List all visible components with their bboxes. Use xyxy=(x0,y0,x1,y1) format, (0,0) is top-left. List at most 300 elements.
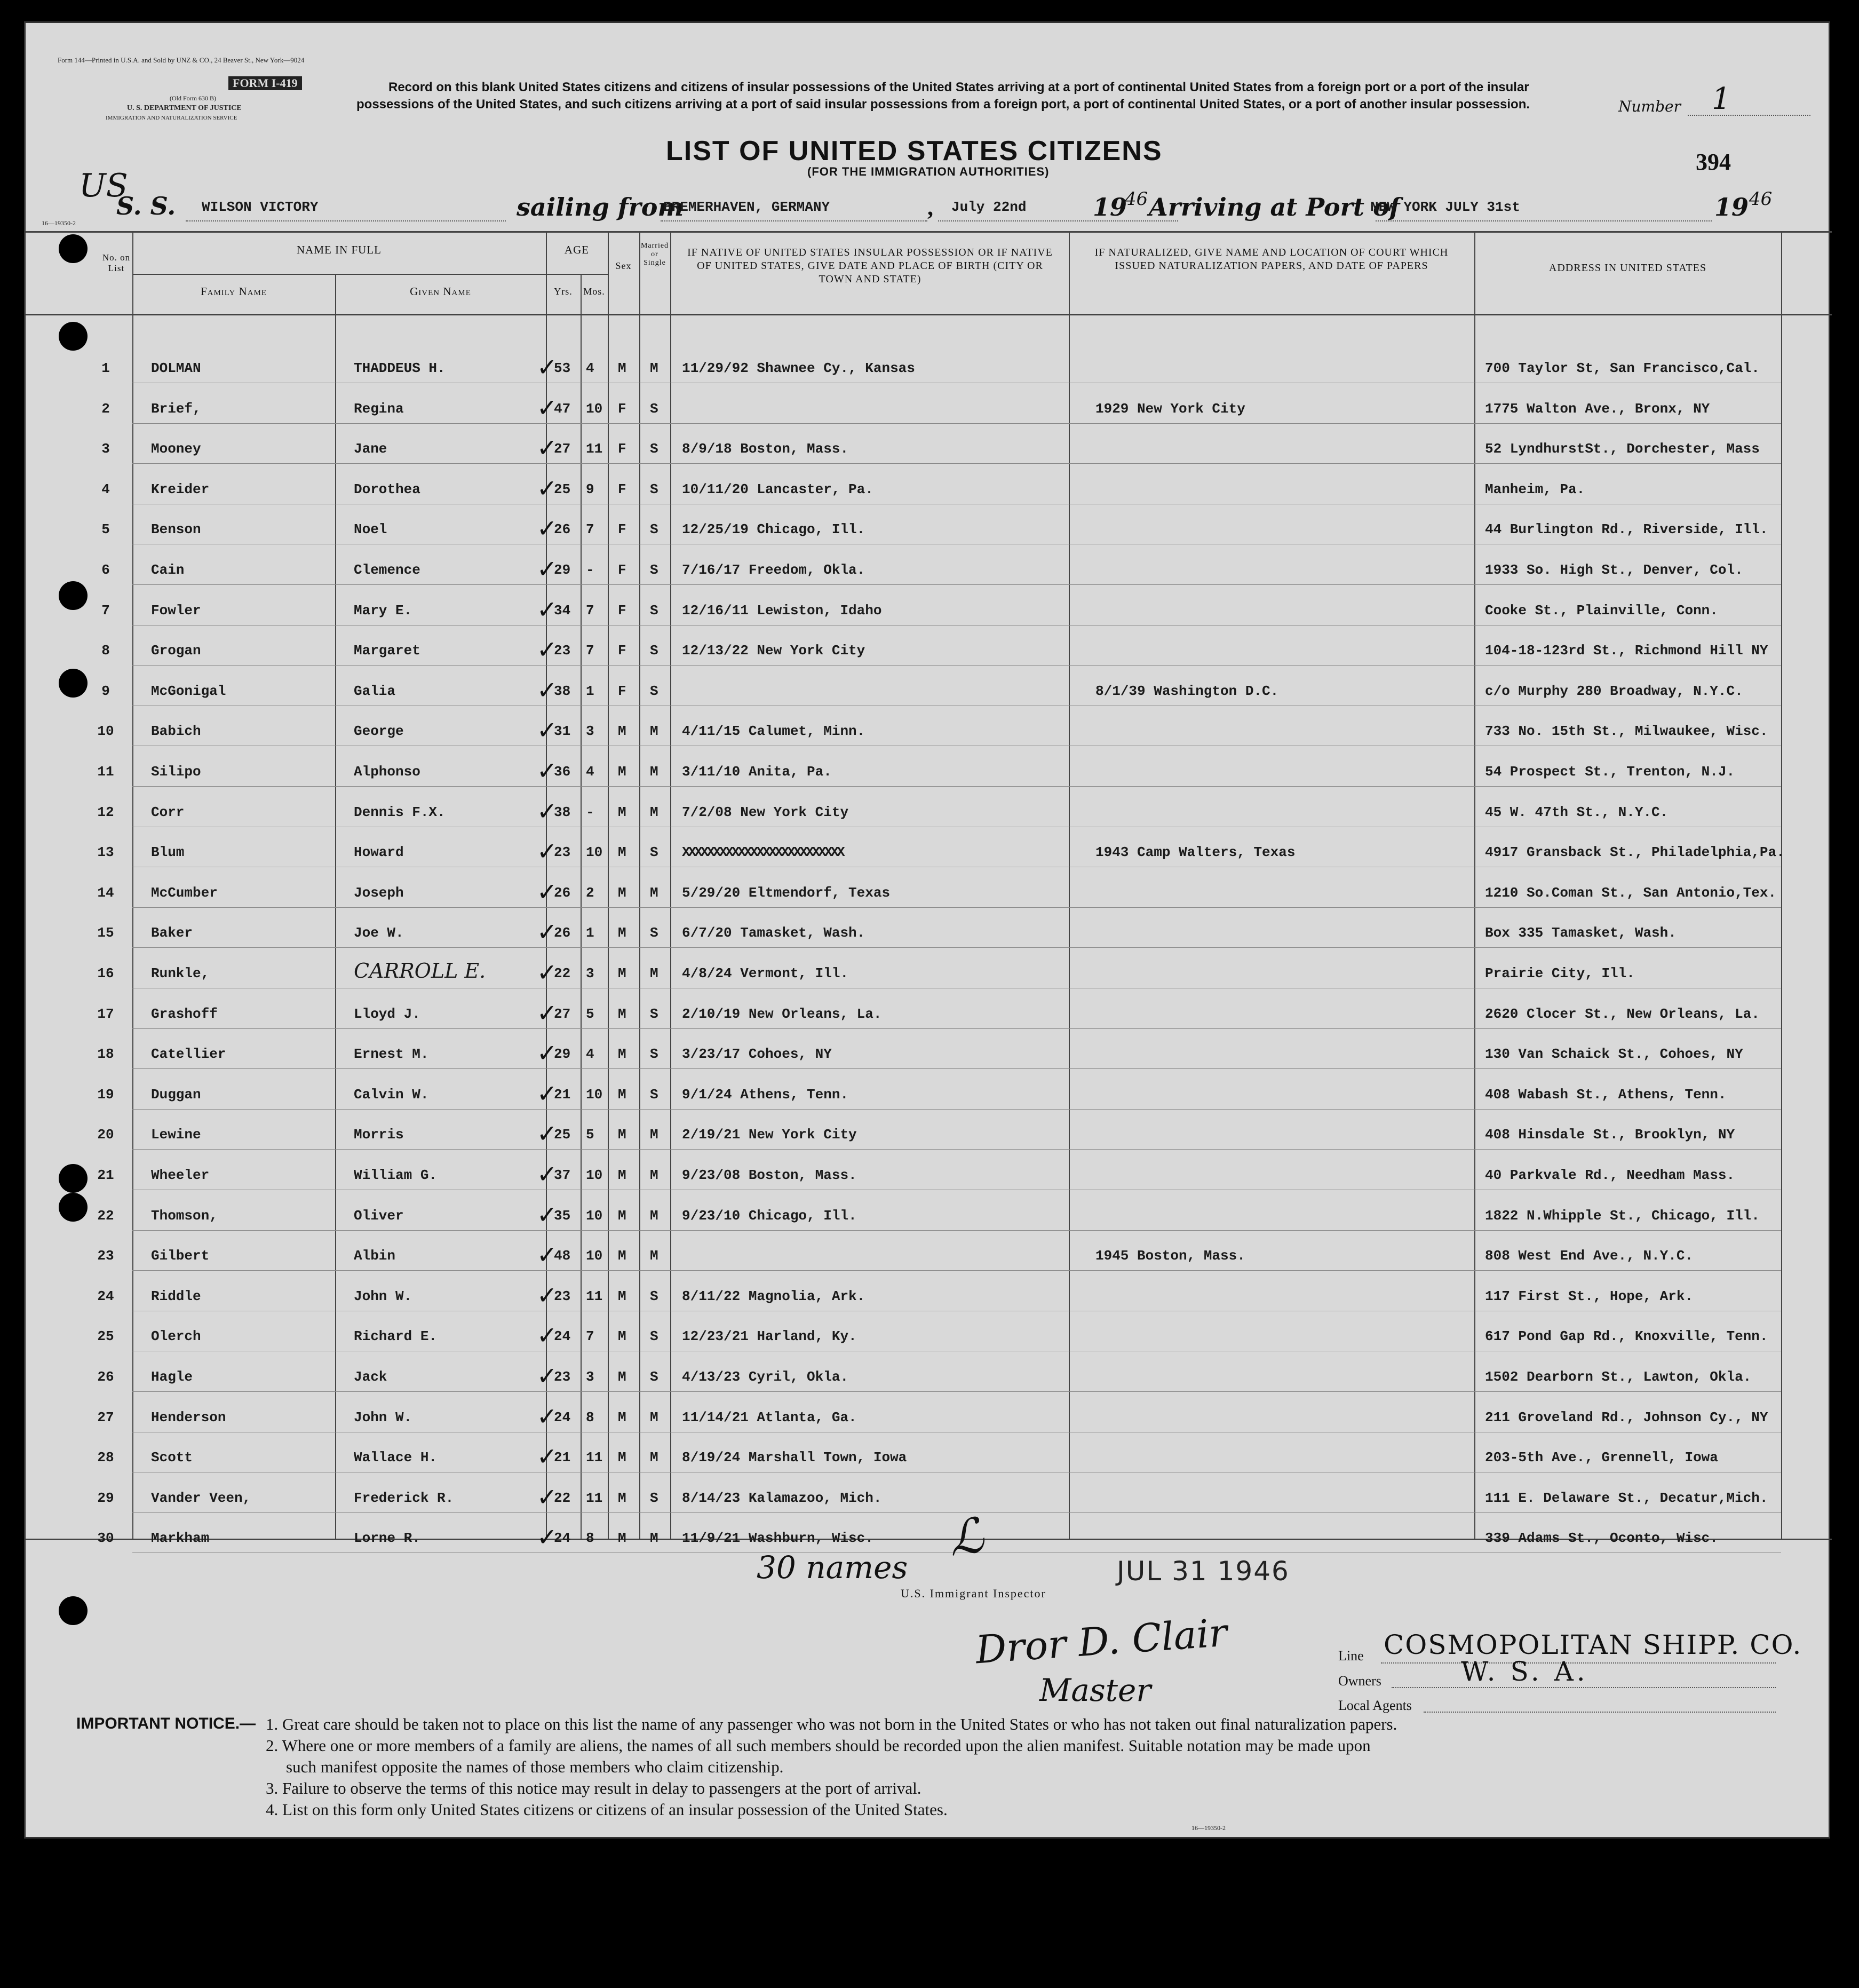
row-rule xyxy=(132,665,1781,666)
line-label: Line xyxy=(1338,1648,1364,1664)
check-mark-icon: ✓ xyxy=(537,1240,558,1270)
row-number: 24 xyxy=(97,1288,114,1304)
birth-info: 6/7/20 Tamasket, Wash. xyxy=(682,925,865,941)
sex: M xyxy=(618,1288,626,1304)
header-age: AGE xyxy=(564,243,590,256)
header-yrs: Yrs. xyxy=(554,286,573,297)
sex: M xyxy=(618,723,626,740)
from-underline xyxy=(661,220,927,221)
age-months: 2 xyxy=(586,884,594,901)
birth-info: 12/23/21 Harland, Ky. xyxy=(682,1328,857,1345)
page-subtitle: (FOR THE IMMIGRATION AUTHORITIES) xyxy=(807,165,1050,178)
date-underline xyxy=(938,220,1178,221)
row-number: 26 xyxy=(97,1369,114,1385)
marital-status: S xyxy=(650,1288,658,1304)
sex: F xyxy=(618,481,626,497)
marital-status: S xyxy=(650,400,658,417)
age-years: 26 xyxy=(554,925,571,941)
birth-info: 12/25/19 Chicago, Ill. xyxy=(682,521,865,538)
names-count: 30 names xyxy=(757,1549,908,1586)
address: 130 Van Schaick St., Cohoes, NY xyxy=(1485,1046,1743,1063)
name-subheader-rule xyxy=(132,274,579,275)
page-stamp-number: 394 xyxy=(1696,149,1731,175)
family-name: McCumber xyxy=(151,884,218,901)
given-name: Calvin W. xyxy=(354,1086,429,1103)
inspector-signature: ℒ xyxy=(945,1507,987,1568)
sex: M xyxy=(618,1207,626,1224)
birth-info: 12/13/22 New York City xyxy=(682,643,865,659)
naturalization-info: 1945 Boston, Mass. xyxy=(1095,1248,1245,1264)
given-name: Ernest M. xyxy=(354,1046,429,1063)
family-name: Silipo xyxy=(151,764,201,780)
row-number: 11 xyxy=(97,764,114,780)
address: 211 Groveland Rd., Johnson Cy., NY xyxy=(1485,1409,1768,1425)
birth-info: 4/8/24 Vermont, Ill. xyxy=(682,965,849,981)
row-rule xyxy=(132,584,1781,585)
family-name: Grogan xyxy=(151,643,201,659)
family-name: Catellier xyxy=(151,1046,226,1063)
family-name: DOLMAN xyxy=(151,360,201,376)
age-months: 11 xyxy=(586,1450,603,1466)
owners-underline xyxy=(1392,1687,1776,1688)
address: 111 E. Delaware St., Decatur,Mich. xyxy=(1485,1490,1768,1506)
age-years: 29 xyxy=(554,1046,571,1063)
inspector-label: U.S. Immigrant Inspector xyxy=(901,1587,1046,1600)
table-row xyxy=(26,711,1832,747)
row-number: 3 xyxy=(101,441,110,457)
age-years: 23 xyxy=(554,1288,571,1304)
check-mark-icon: ✓ xyxy=(537,1119,558,1149)
family-name: Cain xyxy=(151,562,185,578)
given-name: Joseph xyxy=(354,884,404,901)
given-name: Lloyd J. xyxy=(354,1005,420,1022)
sex: F xyxy=(618,400,626,417)
given-name: Dennis F.X. xyxy=(354,804,446,820)
sex: M xyxy=(618,1086,626,1103)
age-months: - xyxy=(586,804,594,820)
check-mark-icon: ✓ xyxy=(537,1200,558,1229)
birth-info: 4/13/23 Cyril, Okla. xyxy=(682,1369,849,1385)
form-number: FORM I-419 xyxy=(228,76,302,90)
family-name: Fowler xyxy=(151,602,201,619)
table-row xyxy=(26,1277,1832,1312)
family-name: Mooney xyxy=(151,441,201,457)
age-months: 8 xyxy=(586,1409,594,1425)
department: U. S. DEPARTMENT OF JUSTICE xyxy=(127,104,242,112)
birth-info: 8/19/24 Marshall Town, Iowa xyxy=(682,1450,907,1466)
manifest-sheet xyxy=(24,21,1830,1839)
row-number: 5 xyxy=(101,521,110,538)
check-mark-icon: ✓ xyxy=(537,1442,558,1471)
row-rule xyxy=(132,1028,1781,1029)
sex: M xyxy=(618,965,626,981)
row-rule xyxy=(132,1270,1781,1271)
given-name: Morris xyxy=(354,1127,404,1143)
sex: F xyxy=(618,602,626,619)
check-mark-icon: ✓ xyxy=(537,1482,558,1511)
sex: M xyxy=(618,884,626,901)
age-months: 5 xyxy=(586,1127,594,1143)
received-stamp-date: JUL 31 1946 xyxy=(1117,1556,1290,1587)
row-number: 4 xyxy=(101,481,110,497)
depart-year: 46 xyxy=(1125,188,1148,210)
sex: M xyxy=(618,360,626,376)
birth-info: 3/11/10 Anita, Pa. xyxy=(682,764,832,780)
given-name: Frederick R. xyxy=(354,1490,454,1506)
birth-info: XXXXXXXXXXXXXXXXXXXXXXXXXX xyxy=(682,844,843,861)
marital-status: S xyxy=(650,521,658,538)
header-name-in-full: NAME IN FULL xyxy=(297,243,382,256)
check-mark-icon: ✓ xyxy=(537,635,558,664)
family-name: Duggan xyxy=(151,1086,201,1103)
arrive-underline xyxy=(1376,220,1712,221)
check-mark-icon: ✓ xyxy=(537,473,558,503)
family-name: Grashoff xyxy=(151,1005,218,1022)
notice-item-3: 3. Failure to observe the terms of this notice may result in delay to passengers at the port of arrival. xyxy=(266,1779,921,1797)
marital-status: S xyxy=(650,1328,658,1345)
given-name: William G. xyxy=(354,1167,438,1183)
header-sex: Sex xyxy=(615,260,632,271)
age-years: 23 xyxy=(554,1369,571,1385)
naturalization-info: 1929 New York City xyxy=(1095,400,1245,417)
address: Prairie City, Ill. xyxy=(1485,965,1635,981)
sex: M xyxy=(618,1369,626,1385)
form-sub: (Old Form 630 B) xyxy=(170,94,216,102)
check-mark-icon: ✓ xyxy=(537,756,558,785)
master-label: Master xyxy=(1039,1672,1151,1708)
sex: M xyxy=(618,804,626,820)
age-years: 38 xyxy=(554,804,571,820)
sex: M xyxy=(618,1046,626,1063)
address: Cooke St., Plainville, Conn. xyxy=(1485,602,1718,619)
family-name: Riddle xyxy=(151,1288,201,1304)
number-label: Number xyxy=(1618,98,1681,115)
header-no: No. on List xyxy=(102,252,131,273)
table-row xyxy=(26,389,1832,424)
check-mark-icon: ✓ xyxy=(537,716,558,745)
age-years: 35 xyxy=(554,1207,571,1224)
table-row xyxy=(26,1115,1832,1150)
row-rule xyxy=(132,1230,1781,1231)
sex: M xyxy=(618,1248,626,1264)
family-name: Corr xyxy=(151,804,185,820)
row-rule xyxy=(132,463,1781,464)
marital-status: S xyxy=(650,683,658,699)
family-name: Scott xyxy=(151,1450,193,1466)
family-name: McGonigal xyxy=(151,683,226,699)
marital-status: S xyxy=(650,925,658,941)
family-name: Blum xyxy=(151,844,185,861)
age-months: 10 xyxy=(586,844,603,861)
marital-status: M xyxy=(650,884,658,901)
address: 45 W. 47th St., N.Y.C. xyxy=(1485,804,1669,820)
age-years: 24 xyxy=(554,1328,571,1345)
sex: M xyxy=(618,1328,626,1345)
given-name: Clemence xyxy=(354,562,420,578)
address: 52 LyndhurstSt., Dorchester, Mass xyxy=(1485,441,1760,457)
table-row xyxy=(26,1236,1832,1271)
given-name: Margaret xyxy=(354,643,420,659)
marital-status: S xyxy=(650,562,658,578)
check-mark-icon: ✓ xyxy=(537,958,558,987)
address: c/o Murphy 280 Broadway, N.Y.C. xyxy=(1485,683,1743,699)
check-mark-icon: ✓ xyxy=(537,796,558,826)
table-row xyxy=(26,1034,1832,1070)
check-mark-icon: ✓ xyxy=(537,1160,558,1189)
header-address: ADDRESS IN UNITED STATES xyxy=(1548,262,1707,274)
sex: M xyxy=(618,1450,626,1466)
check-mark-icon: ✓ xyxy=(537,1079,558,1108)
row-number: 27 xyxy=(97,1409,114,1425)
table-row xyxy=(26,1317,1832,1352)
sex: M xyxy=(618,1005,626,1022)
row-number: 8 xyxy=(101,643,110,659)
marital-status: M xyxy=(650,723,658,740)
age-months: 4 xyxy=(586,764,594,780)
marital-status: S xyxy=(650,643,658,659)
row-number: 15 xyxy=(97,925,114,941)
arrive-year: 46 xyxy=(1749,188,1773,210)
age-years: 53 xyxy=(554,360,571,376)
sex: F xyxy=(618,643,626,659)
address: 117 First St., Hope, Ark. xyxy=(1485,1288,1694,1304)
table-row xyxy=(26,631,1832,666)
age-months: 5 xyxy=(586,1005,594,1022)
row-rule xyxy=(132,1068,1781,1069)
address: 617 Pond Gap Rd., Knoxville, Tenn. xyxy=(1485,1328,1768,1345)
age-months: 8 xyxy=(586,1530,594,1547)
sex: F xyxy=(618,521,626,538)
check-mark-icon: ✓ xyxy=(537,1280,558,1310)
marital-status: M xyxy=(650,965,658,981)
address: 40 Parkvale Rd., Needham Mass. xyxy=(1485,1167,1735,1183)
sep-comma: , xyxy=(927,194,933,220)
family-name: Markham xyxy=(151,1530,210,1547)
from-port: BREMERHAVEN, GERMANY xyxy=(663,199,830,215)
age-months: 1 xyxy=(586,925,594,941)
family-name: Runkle, xyxy=(151,965,210,981)
age-years: 48 xyxy=(554,1248,571,1264)
marital-status: S xyxy=(650,1086,658,1103)
marital-status: M xyxy=(650,764,658,780)
age-months: 10 xyxy=(586,1167,603,1183)
row-number: 25 xyxy=(97,1328,114,1345)
marital-status: S xyxy=(650,1005,658,1022)
age-months: 10 xyxy=(586,1207,603,1224)
address: 339 Adams St., Oconto, Wisc. xyxy=(1485,1530,1718,1547)
age-years: 21 xyxy=(554,1450,571,1466)
birth-info: 2/19/21 New York City xyxy=(682,1127,857,1143)
sex: F xyxy=(618,441,626,457)
row-number: 16 xyxy=(97,965,114,981)
birth-info: 11/14/21 Atlanta, Ga. xyxy=(682,1409,857,1425)
table-row xyxy=(26,510,1832,545)
given-name: Joe W. xyxy=(354,925,404,941)
age-months: 7 xyxy=(586,643,594,659)
age-months: 10 xyxy=(586,1248,603,1264)
family-name: Vander Veen, xyxy=(151,1490,251,1506)
address: 54 Prospect St., Trenton, N.J. xyxy=(1485,764,1735,780)
sex: M xyxy=(618,925,626,941)
age-years: 25 xyxy=(554,481,571,497)
number-value: 1 xyxy=(1712,82,1731,116)
family-name: Brief, xyxy=(151,400,201,417)
age-months: 11 xyxy=(586,441,603,457)
marital-status: S xyxy=(650,441,658,457)
row-number: 10 xyxy=(97,723,114,740)
age-months: 4 xyxy=(586,360,594,376)
address: 1933 So. High St., Denver, Col. xyxy=(1485,562,1743,578)
address: 1502 Dearborn St., Lawton, Okla. xyxy=(1485,1369,1752,1385)
marital-status: M xyxy=(650,1127,658,1143)
age-years: 34 xyxy=(554,602,571,619)
age-years: 26 xyxy=(554,521,571,538)
birth-info: 8/11/22 Magnolia, Ark. xyxy=(682,1288,865,1304)
age-months: 7 xyxy=(586,1328,594,1345)
check-mark-icon: ✓ xyxy=(537,433,558,463)
row-rule xyxy=(132,423,1781,424)
row-number: 19 xyxy=(97,1086,114,1103)
service: IMMIGRATION AND NATURALIZATION SERVICE xyxy=(106,115,237,121)
check-mark-icon: ✓ xyxy=(537,1401,558,1431)
table-row xyxy=(26,793,1832,828)
age-years: 23 xyxy=(554,643,571,659)
line-value: COSMOPOLITAN SHIPP. CO. xyxy=(1384,1629,1802,1660)
birth-info: 11/29/92 Shawnee Cy., Kansas xyxy=(682,360,915,376)
address: Box 335 Tamasket, Wash. xyxy=(1485,925,1677,941)
family-name: Gilbert xyxy=(151,1248,210,1264)
owners-value: W. S. A. xyxy=(1461,1656,1588,1687)
notice-item-2: 2. Where one or more members of a family are aliens, the names of all such members should be recorded upon the alien manifest. Suitable notation may be made upon xyxy=(266,1736,1371,1755)
age-years: 38 xyxy=(554,683,571,699)
check-mark-icon: ✓ xyxy=(537,917,558,947)
sex: F xyxy=(618,562,626,578)
marital-status: S xyxy=(650,1490,658,1506)
family-name: Thomson, xyxy=(151,1207,218,1224)
family-name: Baker xyxy=(151,925,193,941)
address: 700 Taylor St, San Francisco,Cal. xyxy=(1485,360,1760,376)
age-years: 47 xyxy=(554,400,571,417)
header-married-single: Married or Single xyxy=(640,242,669,267)
family-name: Olerch xyxy=(151,1328,201,1345)
age-months: 9 xyxy=(586,481,594,497)
table-row xyxy=(26,349,1832,384)
check-mark-icon: ✓ xyxy=(537,393,558,422)
given-name: Jack xyxy=(354,1369,387,1385)
form-code-left: 16—19350-2 xyxy=(42,219,76,227)
local-agents-label: Local Agents xyxy=(1338,1698,1412,1713)
birth-info: 3/23/17 Cohoes, NY xyxy=(682,1046,832,1063)
row-rule xyxy=(132,1149,1781,1150)
age-years: 36 xyxy=(554,764,571,780)
arrive-port: NEW YORK JULY 31st xyxy=(1370,199,1520,215)
address: 1822 N.Whipple St., Chicago, Ill. xyxy=(1485,1207,1760,1224)
table-row xyxy=(26,833,1832,868)
notice-heading: IMPORTANT NOTICE.— xyxy=(76,1715,256,1732)
table-row xyxy=(26,671,1832,707)
check-mark-icon: ✓ xyxy=(537,514,558,543)
row-number: 22 xyxy=(97,1207,114,1224)
row-number: 7 xyxy=(101,602,110,619)
table-row xyxy=(26,429,1832,464)
address: 808 West End Ave., N.Y.C. xyxy=(1485,1248,1694,1264)
age-years: 21 xyxy=(554,1086,571,1103)
address: 408 Wabash St., Athens, Tenn. xyxy=(1485,1086,1727,1103)
age-months: 4 xyxy=(586,1046,594,1063)
address: 408 Hinsdale St., Brooklyn, NY xyxy=(1485,1127,1735,1143)
row-number: 28 xyxy=(97,1450,114,1466)
naturalization-info: 8/1/39 Washington D.C. xyxy=(1095,683,1279,699)
age-months: 3 xyxy=(586,965,594,981)
header-given-name: Given Name xyxy=(410,285,471,298)
check-mark-icon: ✓ xyxy=(537,998,558,1027)
given-name: THADDEUS H. xyxy=(354,360,446,376)
row-number: 20 xyxy=(97,1127,114,1143)
given-name: George xyxy=(354,723,404,740)
given-name: Dorothea xyxy=(354,481,420,497)
age-years: 27 xyxy=(554,1005,571,1022)
row-number: 14 xyxy=(97,884,114,901)
agents-underline xyxy=(1424,1712,1776,1713)
birth-info: 8/14/23 Kalamazoo, Mich. xyxy=(682,1490,882,1506)
table-top-rule xyxy=(26,231,1832,233)
row-number: 2 xyxy=(101,400,110,417)
check-mark-icon: ✓ xyxy=(537,837,558,866)
given-name: Alphonso xyxy=(354,764,420,780)
header-naturalized: IF NATURALIZED, GIVE NAME AND LOCATION OF COURT WHICH ISSUED NATURALIZATION PAPERS, AND DATE OF PAPERS xyxy=(1094,247,1449,272)
row-number: 17 xyxy=(97,1005,114,1022)
sailing-from-label: sailing from xyxy=(517,193,684,221)
sex: M xyxy=(618,844,626,861)
sex: M xyxy=(618,1127,626,1143)
family-name: Lewine xyxy=(151,1127,201,1143)
check-mark-icon: ✓ xyxy=(537,353,558,382)
table-header-rule xyxy=(26,314,1832,315)
birth-info: 9/23/08 Boston, Mass. xyxy=(682,1167,857,1183)
marital-status: M xyxy=(650,1450,658,1466)
us-mark: US xyxy=(79,167,128,204)
address: 733 No. 15th St., Milwaukee, Wisc. xyxy=(1485,723,1768,740)
row-number: 18 xyxy=(97,1046,114,1063)
row-number: 12 xyxy=(97,804,114,820)
ship-name: WILSON VICTORY xyxy=(202,199,319,215)
row-rule xyxy=(132,907,1781,908)
age-months: 1 xyxy=(586,683,594,699)
sex: M xyxy=(618,1167,626,1183)
given-name: Noel xyxy=(354,521,387,538)
given-name: CARROLL E. xyxy=(354,959,486,983)
age-years: 23 xyxy=(554,844,571,861)
ship-underline xyxy=(186,220,506,221)
family-name: Kreider xyxy=(151,481,210,497)
address: 44 Burlington Rd., Riverside, Ill. xyxy=(1485,521,1768,538)
age-months: 3 xyxy=(586,1369,594,1385)
age-years: 22 xyxy=(554,965,571,981)
table-row xyxy=(26,550,1832,585)
table-row xyxy=(26,1357,1832,1392)
birth-info: 4/11/15 Calumet, Minn. xyxy=(682,723,865,740)
birth-info: 8/9/18 Boston, Mass. xyxy=(682,441,849,457)
age-years: 26 xyxy=(554,884,571,901)
birth-info: 9/1/24 Athens, Tenn. xyxy=(682,1086,849,1103)
sex: M xyxy=(618,764,626,780)
ss-label: S. S. xyxy=(116,192,176,220)
table-row xyxy=(26,954,1832,989)
birth-info: 7/16/17 Freedom, Okla. xyxy=(682,562,865,578)
check-mark-icon: ✓ xyxy=(537,1321,558,1350)
arriving-label: Arriving at Port of xyxy=(1149,193,1400,221)
year-prefix: 19 xyxy=(1093,193,1127,221)
